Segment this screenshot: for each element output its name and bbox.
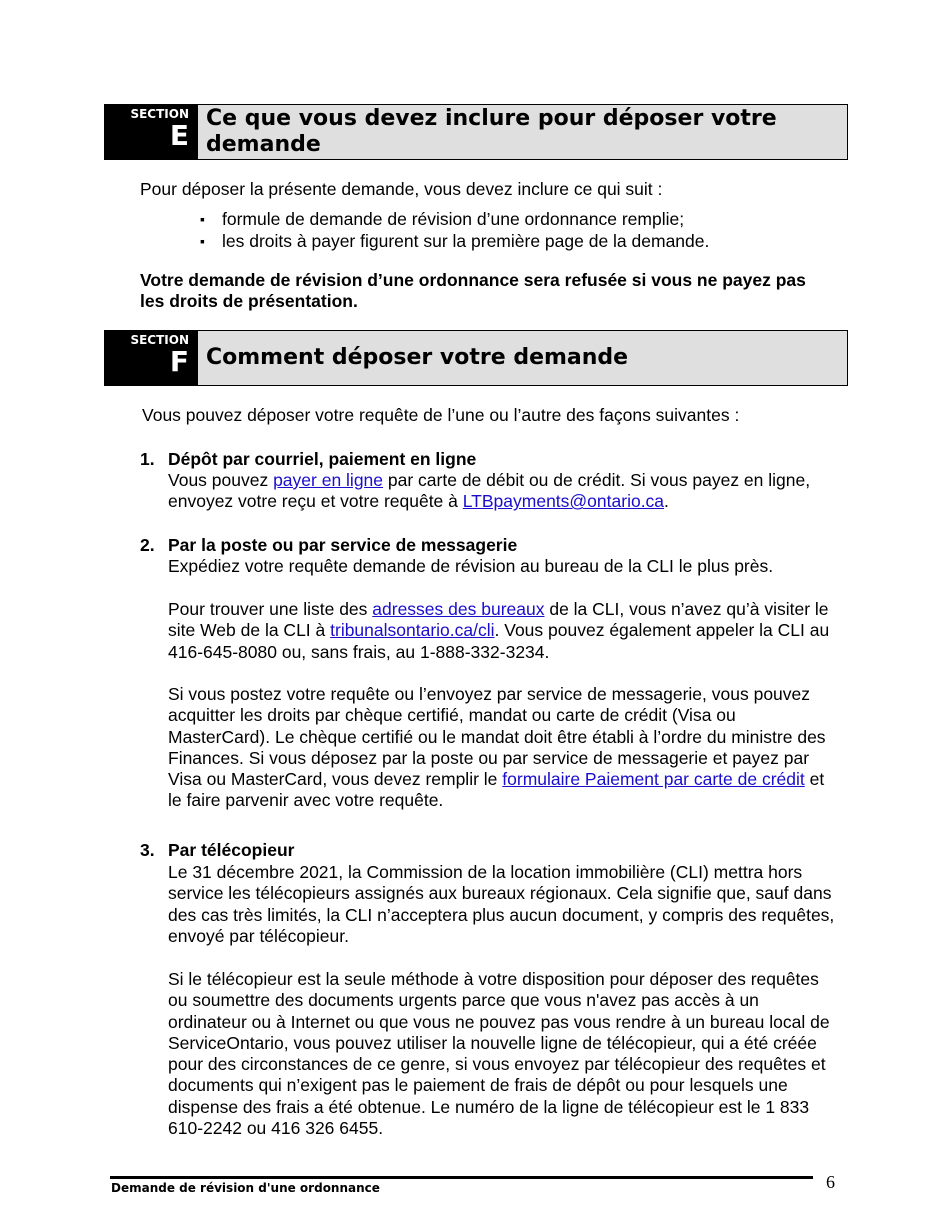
section-e-warning: Votre demande de révision d’une ordonnance sera refusée si vous ne payez pas les droits de présentation. bbox=[140, 270, 806, 312]
credit-card-form-link[interactable]: formulaire Paiement par carte de crédit bbox=[502, 769, 805, 790]
section-e-intro: Pour déposer la présente demande, vous devez inclure ce qui suit : bbox=[140, 179, 663, 199]
item-2-number: 2. bbox=[140, 535, 155, 555]
item-2-p2-a: Pour trouver une liste des bbox=[168, 599, 373, 619]
section-e-letter: E bbox=[169, 119, 189, 152]
item-2-p2-b: de la CLI, vous n’avez qu’à visiter le site Web de la CLI à bbox=[168, 599, 829, 641]
footer-rule bbox=[110, 1176, 813, 1179]
page-number: 6 bbox=[826, 1172, 835, 1192]
item-1-text-a: Vous pouvez bbox=[168, 470, 274, 490]
item-2-heading: Par la poste ou par service de messagerie bbox=[168, 535, 518, 555]
section-e-label: SECTION bbox=[130, 107, 189, 121]
section-e-title: Ce que vous devez inclure pour déposer votre demande bbox=[206, 106, 777, 157]
footer-title: Demande de révision d'une ordonnance bbox=[111, 1181, 380, 1195]
item-1-text-b: par carte de débit ou de crédit. Si vous payez en ligne, envoyez votre reçu et votre requête à bbox=[168, 470, 811, 512]
item-3-number: 3. bbox=[140, 840, 155, 860]
item-2-p2-c: . Vous pouvez également appeler la CLI au 416-645-8080 ou, sans frais, au 1-888-332-3234. bbox=[168, 620, 830, 662]
item-2-p3-b: et le faire parvenir avec votre requête. bbox=[168, 769, 825, 811]
section-f-label: SECTION bbox=[130, 333, 189, 347]
section-f-header bbox=[104, 330, 848, 386]
ltb-payments-email-link[interactable]: LTBpayments@ontario.ca bbox=[462, 491, 665, 512]
bullet-item: ▪ les droits à payer figurent sur la première page de la demande. bbox=[140, 230, 709, 252]
section-f-intro: Vous pouvez déposer votre requête de l’une ou l’autre des façons suivantes : bbox=[142, 405, 740, 425]
item-1-text bbox=[168, 470, 838, 513]
section-f-letter: F bbox=[169, 345, 189, 378]
item-2-paragraph-3 bbox=[168, 684, 838, 812]
section-f-title: Comment déposer votre demande bbox=[206, 345, 629, 370]
item-2-paragraph-2 bbox=[168, 599, 838, 663]
tribunals-ontario-link[interactable]: tribunalsontario.ca/cli bbox=[330, 620, 495, 641]
section-e-tab bbox=[104, 104, 198, 160]
office-addresses-link[interactable]: adresses des bureaux bbox=[372, 599, 545, 619]
section-e-bullet-list bbox=[140, 208, 709, 252]
item-1-text-c: . bbox=[664, 491, 669, 512]
item-3-heading: Par télécopieur bbox=[168, 840, 295, 860]
item-3-paragraph-2: Si le télécopieur est la seule méthode à votre disposition pour déposer des requêtes ou soumettre des documents urgents parce que vous n'avez pas accès à un ordinateur ou à Internet ou que vous ne pouvez pas vous rendre à un bureau local de ServiceOntario, vous pouvez utiliser la nouvelle ligne de télécopieur, qui a été créée pour des circonstances de ce genre, si vous envoyez par télécopieur des requêtes et documents qui n’exigent pas le paiement de frais de dépôt ou pour lesquels une dispense des frais a été obtenue. Le numéro de la ligne de télécopieur est le 1 833 610-2242 ou 416 326 6455. bbox=[168, 969, 830, 1139]
item-2-line1: Expédiez votre requête demande de révision au bureau de la CLI le plus près. bbox=[168, 556, 774, 576]
pay-online-link[interactable]: payer en ligne bbox=[273, 470, 384, 490]
item-2-p3-a: Si vous postez votre requête ou l’envoyez par service de messagerie, vous pouvez acquitter les droits par chèque certifié, mandat ou carte de crédit (Visa ou MasterCard). Le chèque certifié ou le mandat doit être établi à l’ordre du ministre des Finances. Si vous déposez par la poste ou par service de messagerie et payez par Visa ou MasterCard, vous devez remplir le bbox=[168, 684, 826, 790]
section-e-header bbox=[104, 104, 848, 160]
item-3-paragraph-1: Le 31 décembre 2021, la Commission de la location immobilière (CLI) mettra hors service les télécopieurs assignés aux bureaux régionaux. Cela signifie que, sauf dans des cas très limités, la CLI n’acceptera plus aucun document, y compris des requêtes, envoyé par télécopieur. bbox=[168, 862, 835, 946]
bullet-item: ▪ formule de demande de révision d’une ordonnance remplie; bbox=[140, 208, 709, 230]
item-1-heading: Dépôt par courriel, paiement en ligne bbox=[168, 449, 477, 469]
item-1-number: 1. bbox=[140, 449, 155, 469]
section-f-tab bbox=[104, 330, 198, 386]
